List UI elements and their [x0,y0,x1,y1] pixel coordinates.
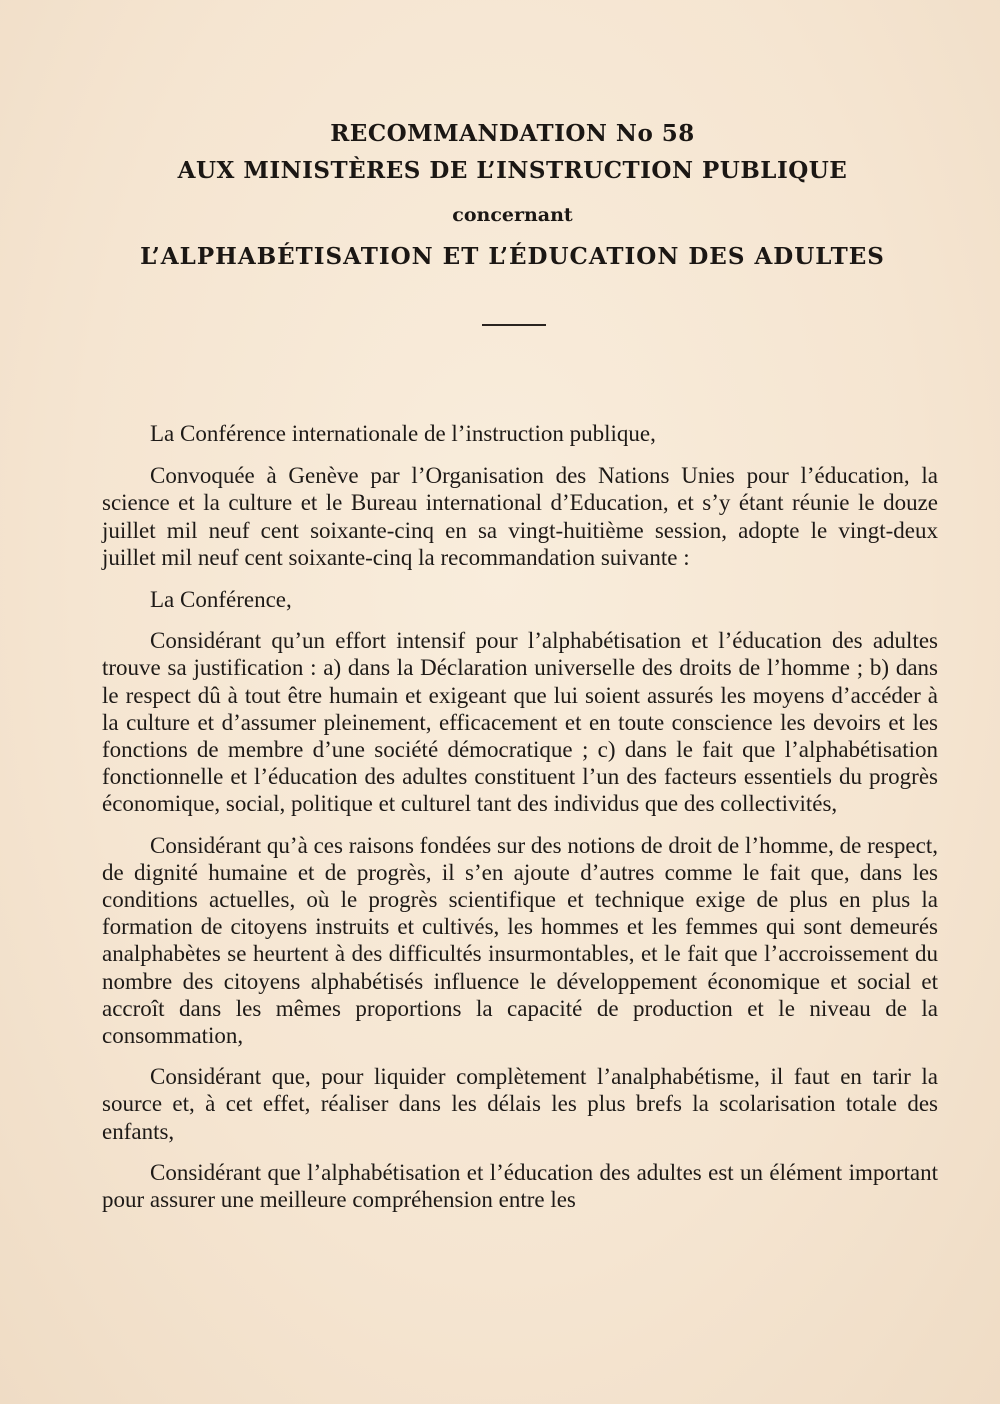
body-text [102,420,938,1213]
paragraph-la-conference: La Conférence, [150,587,292,613]
paragraph-considerant-2: Considérant qu’à ces raisons fondées sur des notions de droit de l’homme, de respect, de dignité humaine et de progrès, il s’en ajoute d’autres comme le fait que, dans les conditions actuelles, où le progrès scientifique et technique exige de plus en plus la formation de citoyens instruits et cultivés, les hommes et les femmes qui sont demeurés analphabètes se heurtent à des difficultés insurmontables, et le fait que l’accroissement du nombre des citoyens alphabétisés influence le développement économique et social et accroît dans les mêmes proportions la capacité de production et le niveau de la consommation, [102,832,938,1049]
paragraph-convoquee: Convoquée à Genève par l’Organisation des Nations Unies pour l’éducation, la science et la culture et le Bureau international d’Education, et s’y étant réunie le douze juillet mil neuf cent soixante-cinq en sa vingt-huitième session, adopte le vingt-deux juillet mil neuf cent soixante-cinq la recommandation suivante : [102,463,938,570]
subject-heading: L’ALPHABÉTISATION ET L’ÉDUCATION DES ADULTES [140,243,885,270]
recommendation-number-heading: RECOMMANDATION No 58 [330,120,695,147]
paragraph-considerant-4: Considérant que l’alphabétisation et l’éducation des adultes est un élément important pour assurer une meilleure compréhension entre les [102,1159,938,1213]
paragraph-considerant-3: Considérant que, pour liquider complètement l’analphabétisme, il faut en tarir la source et, à cet effet, réaliser dans les délais les plus brefs la scolarisation totale des enfants, [102,1064,938,1144]
title-divider [482,324,546,326]
paragraph-conference-name: La Conférence internationale de l’instruction publique, [150,421,656,446]
concernant-heading: concernant [452,204,573,226]
paragraph-considerant-1: Considérant qu’un effort intensif pour l’alphabétisation et l’éducation des adultes trouve sa justification : a) dans la Déclaration universelle des droits de l’homme ; b) dans le respect dû à tout être humain et exigeant que lui soient assurés les moyens d’accéder à la culture et d’assumer pleinement, efficacement et en toute conscience les devoirs et les fonctions de membre d’une société démocratique ; c) dans le fait que l’alphabétisation fonctionnelle et l’éducation des adultes constituent l’un des facteurs essentiels du progrès économique, social, politique et culturel tant des individus que des collectivités, [102,628,938,817]
addressee-heading: AUX MINISTÈRES DE L’INSTRUCTION PUBLIQUE [177,157,848,184]
